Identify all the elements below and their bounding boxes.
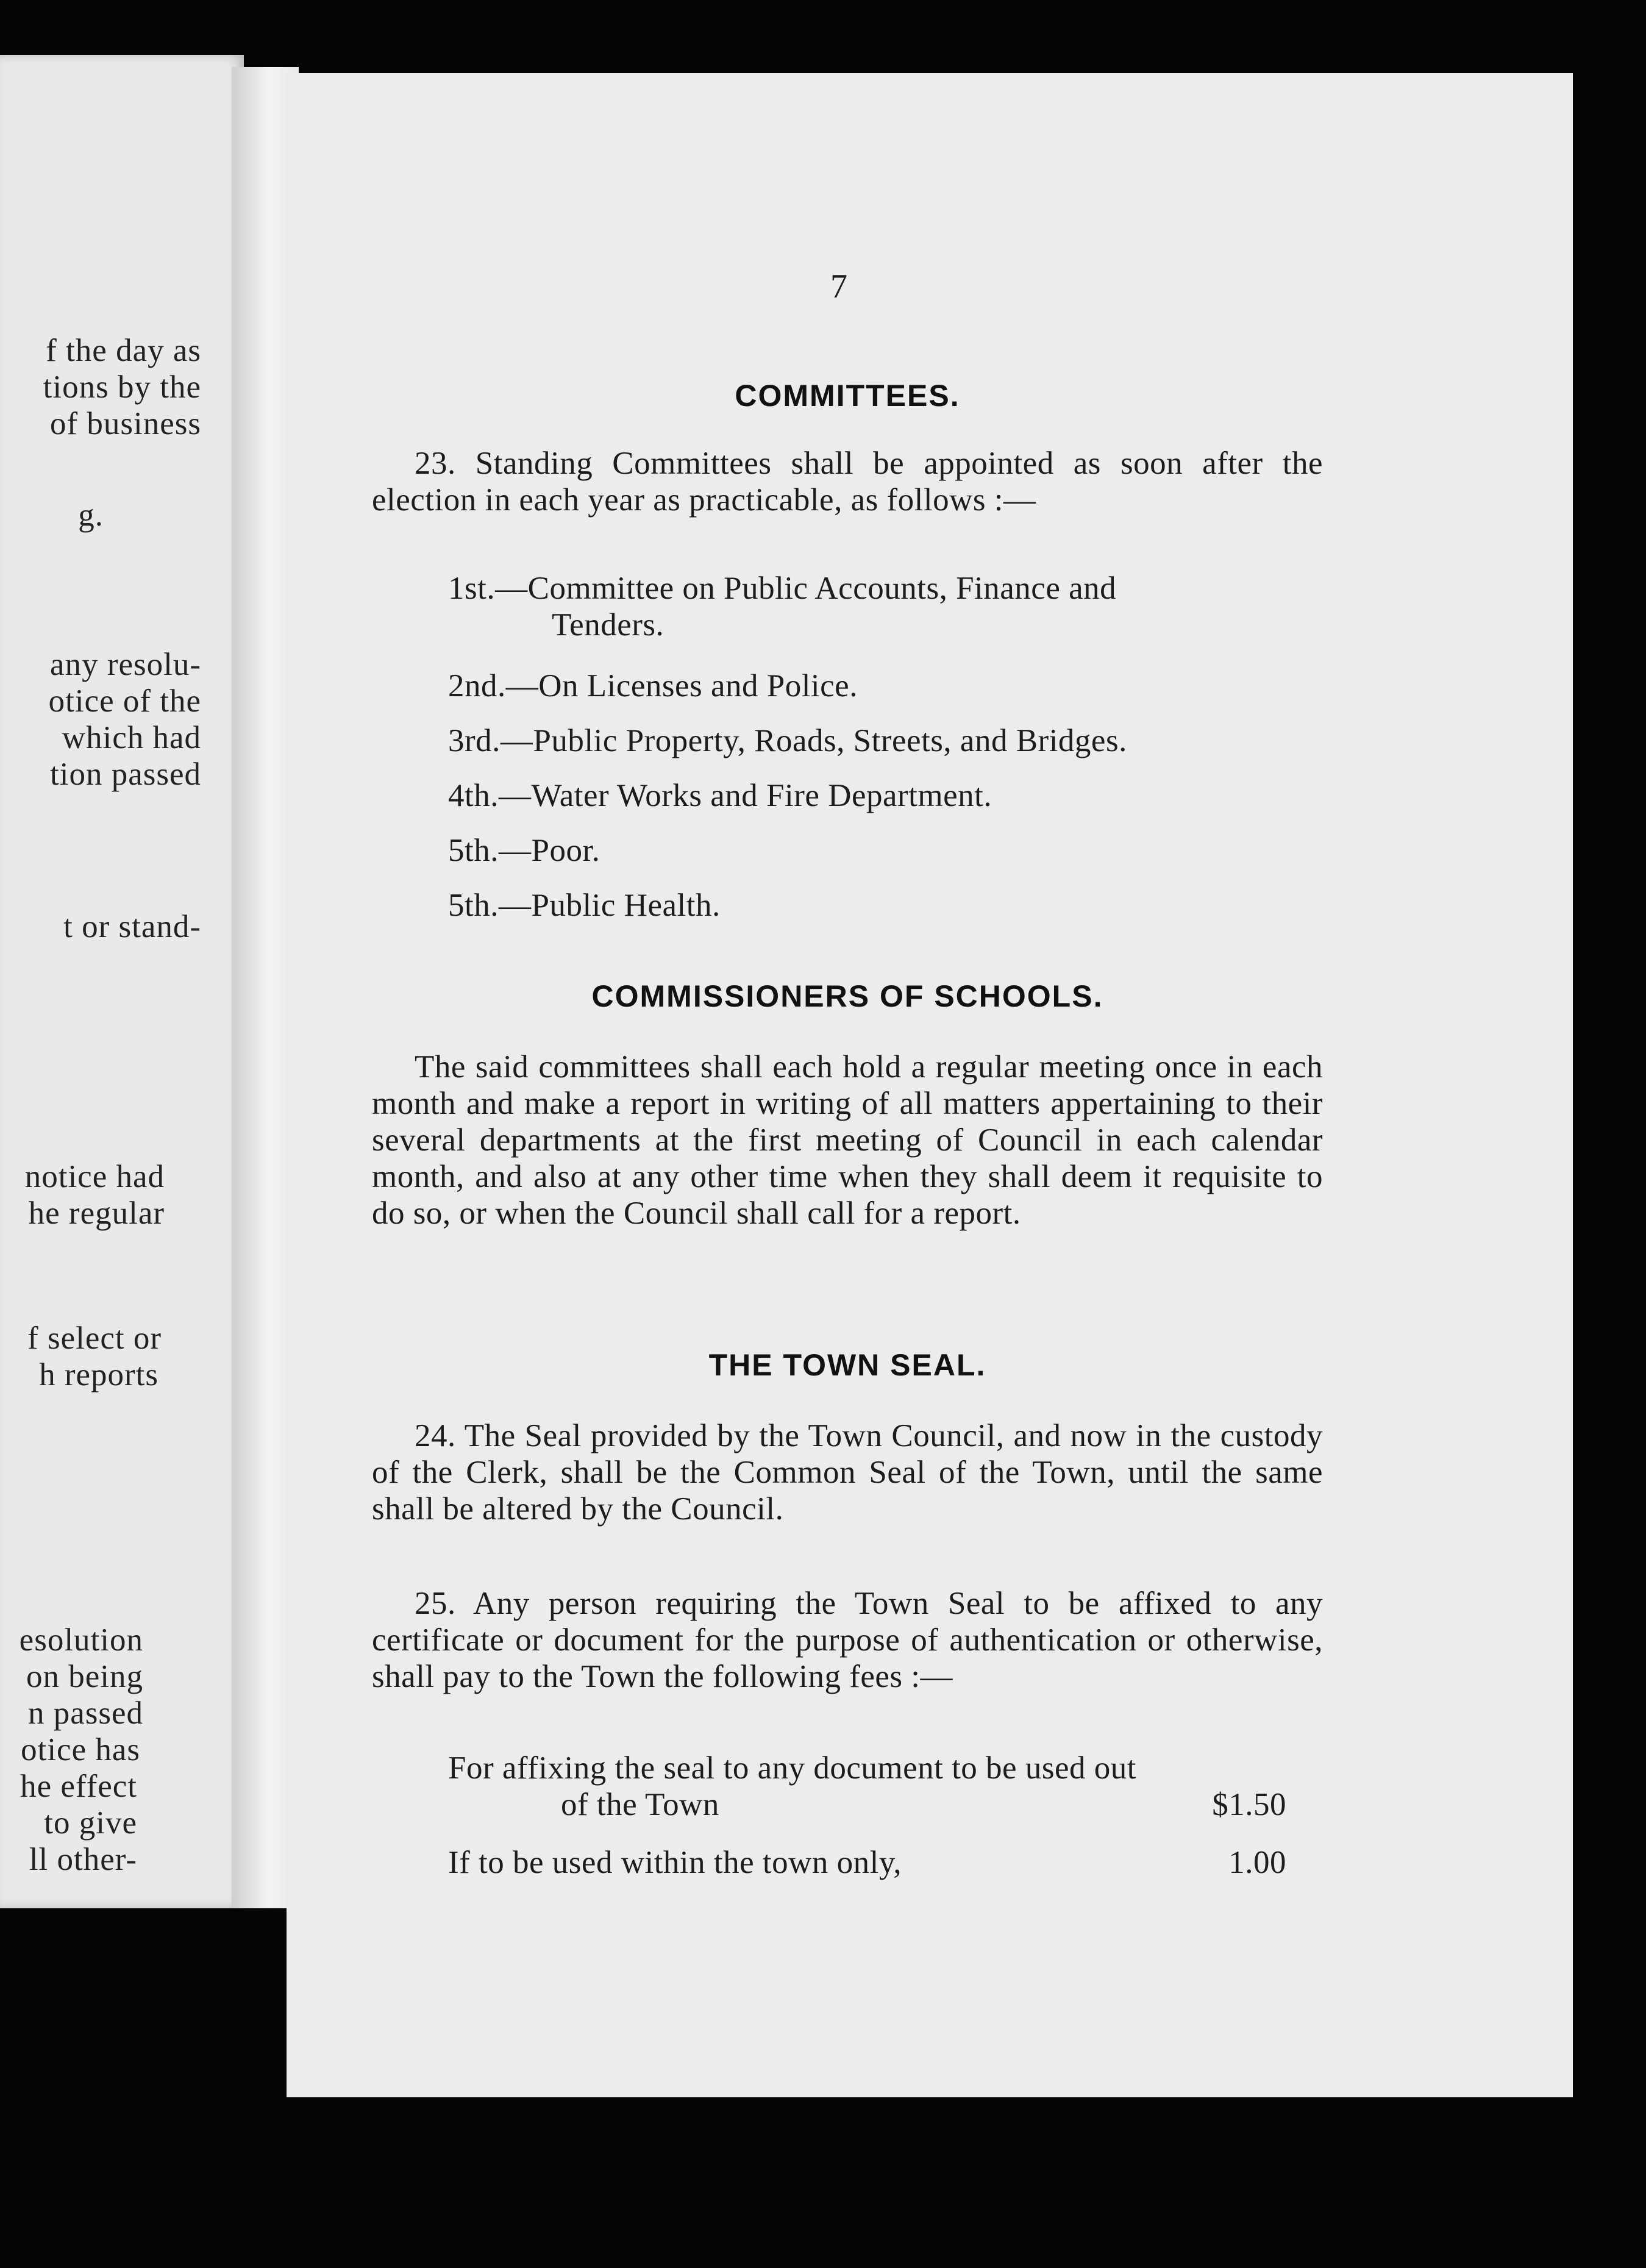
schools-heading: COMMISSIONERS OF SCHOOLS.	[591, 979, 1103, 1013]
left-text-line: of business	[49, 406, 201, 441]
left-text-line: ll other-	[29, 1842, 137, 1877]
left-text-line: to give	[44, 1805, 137, 1841]
left-text-line: otice has	[21, 1732, 140, 1767]
left-text-line: he regular	[28, 1196, 165, 1231]
fee-description: For affixing the seal to any document to be used out	[448, 1750, 1136, 1786]
left-text-line: t or stand-	[63, 909, 201, 944]
page-number: 7	[830, 268, 847, 305]
committee-item	[448, 570, 1323, 643]
left-text-line: on being	[26, 1659, 143, 1694]
left-text-line: any resolu-	[50, 647, 201, 682]
left-text-line: f the day as	[46, 333, 201, 368]
town-seal-heading: THE TOWN SEAL.	[708, 1348, 986, 1382]
committee-item-text: 1st.—Committee on Public Accounts, Finance and	[448, 571, 1117, 606]
fee-amount: 1.00	[1228, 1845, 1286, 1880]
left-text-line: otice of the	[48, 683, 201, 719]
fee-row-outside-town	[448, 1750, 1323, 1823]
fee-amount: $1.50	[1212, 1787, 1286, 1822]
left-text-line: which had	[62, 720, 201, 755]
committee-item: 5th.—Public Health.	[448, 888, 721, 923]
left-text-line: f select or	[27, 1321, 162, 1356]
left-text-line: notice had	[24, 1159, 165, 1194]
committee-item: 2nd.—On Licenses and Police.	[448, 668, 858, 704]
committees-heading: COMMITTEES.	[735, 379, 960, 413]
committee-item: 5th.—Poor.	[448, 833, 600, 868]
left-text-line: tions by the	[43, 369, 201, 405]
left-text-line: he effect	[20, 1769, 137, 1804]
left-text-line: esolution	[19, 1622, 143, 1658]
left-text-line: n passed	[27, 1696, 143, 1731]
schools-paragraph: The said committees shall each hold a regular meeting once in each month and make a report in writing of all matters appertaining to their several departments at the first meeting of Council in each calendar month, and also at any other time when they shall deem it requisite to do so, or when the Council shall call for a report.	[372, 1049, 1323, 1231]
fee-description-continuation: of the Town	[561, 1787, 719, 1822]
section-25-paragraph: 25. Any person requiring the Town Seal to be affixed to any certificate or document for the purpose of authentication or otherwise, shall pay to the Town the following fees :—	[372, 1586, 1323, 1694]
section-24-paragraph: 24. The Seal provided by the Town Council, and now in the custody of the Clerk, shall be the Common Seal of the Town, until the same shall be altered by the Council.	[372, 1418, 1323, 1527]
committee-item: 4th.—Water Works and Fire Department.	[448, 778, 992, 813]
committee-item-continuation: Tenders.	[552, 607, 664, 643]
committee-item: 3rd.—Public Property, Roads, Streets, and Bridges.	[448, 723, 1127, 758]
fee-description: If to be used within the town only,	[448, 1845, 902, 1880]
section-23-paragraph: 23. Standing Committees shall be appointed as soon after the election in each year as practicable, as follows :—	[372, 446, 1323, 518]
fee-row-within-town	[448, 1844, 1323, 1881]
left-text-line: g.	[78, 497, 104, 533]
left-text-line: tion passed	[50, 757, 201, 792]
left-page-fragment	[0, 55, 244, 1908]
left-text-line: h reports	[39, 1357, 159, 1393]
